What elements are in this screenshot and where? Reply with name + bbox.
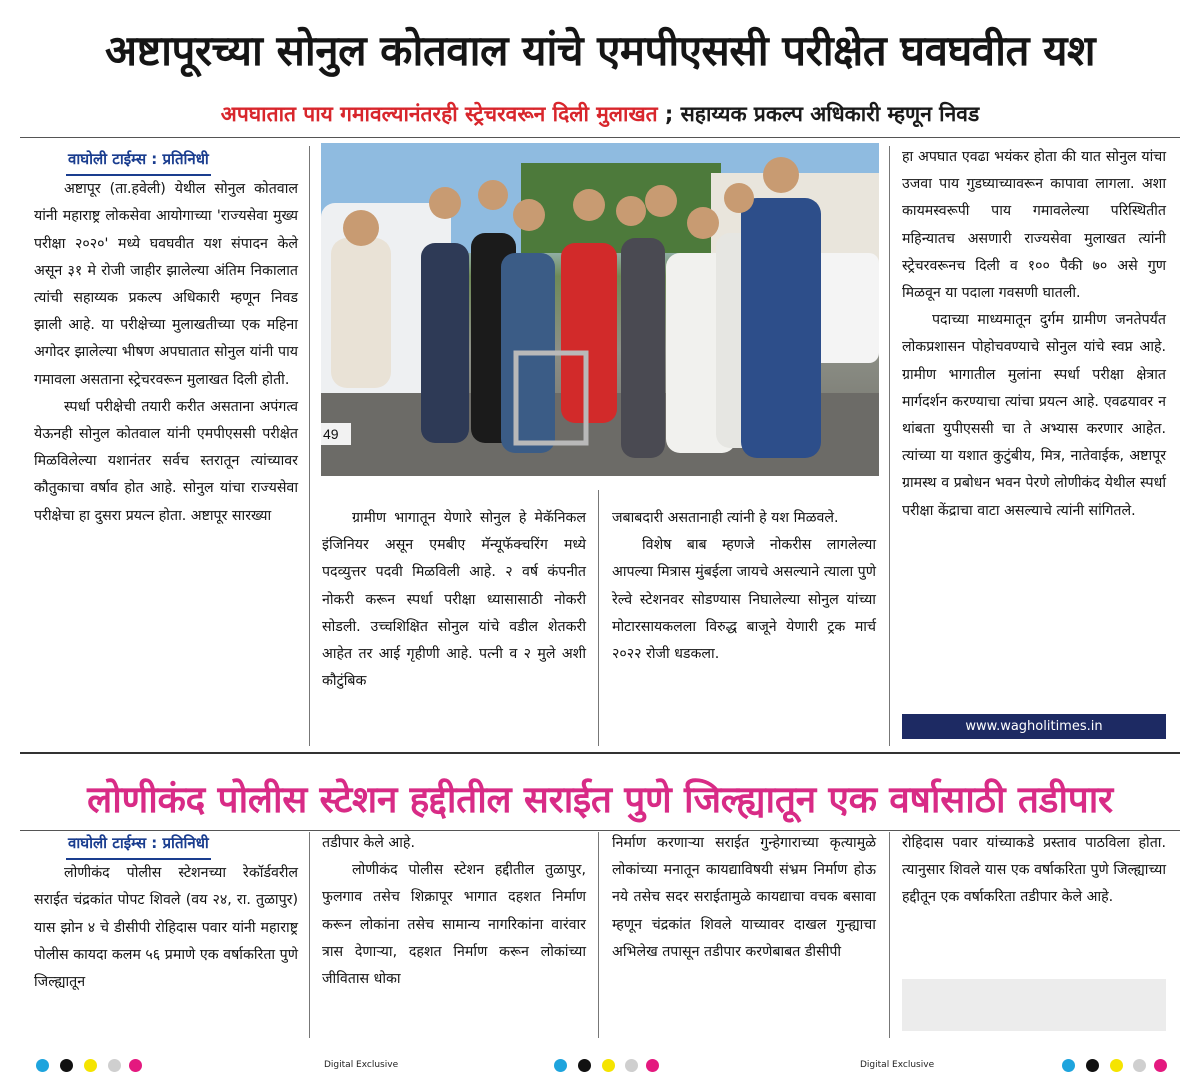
- svg-text:49: 49: [323, 426, 339, 442]
- article2-paragraph: तडीपार केले आहे.: [322, 835, 415, 851]
- cmyk-mark-dot: [1133, 1059, 1146, 1072]
- article1-paragraph: स्पर्धा परीक्षेची तयारी करीत असताना अपंगत्व येऊनही सोनुल कोतवाल यांनी एमपीएससी परीक्षेत मिळविलेल्या यशानंतर सर्वच स्तरातून त्यांच्यावर कौतुकाचा वर्षाव होत आहे. सोनुल यांचा राज्यसेवा परीक्षेचा हा दुसरा प्रयत्न होता. अष्टापूर सारख्या: [34, 398, 298, 524]
- article2-headline: लोणीकंद पोलीस स्टेशन हद्दीतील सराईत पुणे जिल्ह्यातून एक वर्षासाठी तडीपार: [87, 778, 1113, 821]
- footer-label-left: Digital Exclusive: [324, 1060, 399, 1070]
- cmyk-mark-dot: [554, 1059, 567, 1072]
- divider: [20, 137, 1180, 138]
- group-photo-illustration: [321, 143, 879, 476]
- cmyk-mark-dot: [108, 1059, 121, 1072]
- cmyk-mark-dot: [646, 1059, 659, 1072]
- article1-column-4: [902, 144, 1166, 525]
- article1-paragraph: जबाबदारी असतानाही त्यांनी हे यश मिळवले.: [612, 510, 839, 526]
- article1-paragraph: अष्टापूर (ता.हवेली) येथील सोनुल कोतवाल यांनी महाराष्ट्र लोकसेवा आयोगाच्या 'राज्यसेवा मुख्य परीक्षा २०२०' मध्ये घवघवीत यश संपादन केले असून ३१ मे रोजी जाहीर झालेल्या अंतिम निकालात त्यांची सहाय्यक प्रकल्प अधिकारी म्हणून निवड झाली आहे. या परीक्षेच्या मुलाखतीच्या एक महिना अगोदर झालेल्या भीषण अपघातात सोनुल यांनी पाय गमावला असताना स्ट्रेचरवरून मुलाखत दिली होती.: [34, 181, 298, 388]
- article2-column-3: [612, 830, 876, 966]
- article1-headline: अष्टापूरच्या सोनुल कोतवाल यांचे एमपीएससी परीक्षेत घवघवीत यश: [104, 26, 1095, 75]
- cmyk-mark-dot: [578, 1059, 591, 1072]
- article2-paragraph: निर्माण करणाऱ्या सराईत गुन्हेगाराच्या कृत्यामुळे लोकांच्या मनातून कायद्याविषयी संभ्रम निर्माण होऊ नये तसेच सदर सराईतामुळे कायद्याचा वचक बसावा म्हणून चंद्रकांत शिवले याच्यावर दाखल गुन्ह्याचा अभिलेख तपासून तडीपार करणेबाबत डीसीपी: [612, 835, 876, 960]
- column-divider: [889, 832, 890, 1038]
- cmyk-mark-dot: [84, 1059, 97, 1072]
- column-divider: [309, 146, 310, 746]
- article1-column-3: [612, 505, 876, 668]
- article2-paragraph: लोणीकंद पोलीस स्टेशन हद्दीतील तुळापुर, फुलगाव तसेच शिक्रापूर भागात दहशत निर्माण करून लोकांना तसेच सामान्य नागरिकांना वारंवार त्रास देणाऱ्या, दहशत निर्माण करून लोकांच्या जीवितास धोका: [322, 862, 586, 988]
- article1-paragraph: ग्रामीण भागातून येणारे सोनुल हे मेकॅनिकल इंजिनियर असून एमबीए मॅन्यूफॅक्चरिंग मध्ये पदव्युत्तर पदवी मिळविली आहे. २ वर्ष कंपनीत नोकरी करून स्पर्धा परीक्षा ध्यासासाठी नोकरी सोडली. उच्चशिक्षित सोनुल यांचे वडील शेतकरी आहेत तर आई गृहीणी आहे. पत्नी व २ मुले अशी कौटुंबिक: [322, 510, 586, 690]
- article2-column-2: [322, 830, 586, 993]
- article1-subhead-red: अपघातात पाय गमावल्यानंतरही स्ट्रेचरवरून दिली मुलाखत: [220, 102, 658, 126]
- cmyk-mark-dot: [602, 1059, 615, 1072]
- article2-paragraph: रोहिदास पवार यांच्याकडे प्रस्ताव पाठविला होता. त्यानुसार शिवले यास एक वर्षाकरिता पुणे जिल्ह्याच्या हद्दीतून एक वर्षाकरिता तडीपार केले आहे.: [902, 835, 1166, 906]
- article1-subheadline: [20, 96, 1180, 132]
- article2-byline: वाघोली टाईम्स : प्रतिनिधी: [66, 830, 211, 860]
- cmyk-mark-dot: [36, 1059, 49, 1072]
- cmyk-mark-dot: [1154, 1059, 1167, 1072]
- footer-label-right: Digital Exclusive: [860, 1060, 935, 1070]
- article1-paragraph: पदाच्या माध्यमातून दुर्गम ग्रामीण जनतेपर्यंत लोकप्रशासन पोहोचवण्याचे सोनुल यांचे स्वप्न आहे. ग्रामीण भागातील मुलांना स्पर्धा परीक्षा क्षेत्रात मार्गदर्शन करण्याचा त्यांचा प्रयत्न आहे. एवढयावर न थांबता युपीएससी चा ते अभ्यास करणार आहेत. त्यांच्या या यशात कुटुंबीय, मित्र, नातेवाईक, अष्टापूर ग्रामस्थ व प्रबोधन भवन पेरणे लोणीकंद येथील स्पर्धा परीक्षा केंद्राचा वाटा असल्याचे त्यांनी सांगितले.: [902, 312, 1166, 519]
- article1-paragraph: हा अपघात एवढा भयंकर होता की यात सोनुल यांचा उजवा पाय गुडघ्याच्यावरून कापावा लागला. अशा कायमस्वरूपी पाय गमावलेल्या परिस्थितीत महिन्यातच असणारी राज्यसेवा मुलाखत त्यांनी स्ट्रेचरवरूनच दिली व १०० पैकी ७० असे गुण मिळवून या पदाला गवसणी घातली.: [902, 149, 1166, 302]
- cmyk-mark-dot: [1062, 1059, 1075, 1072]
- article1-subhead-black: ; सहाय्यक प्रकल्प अधिकारी म्हणून निवड: [657, 102, 980, 126]
- cmyk-mark-dot: [1086, 1059, 1099, 1072]
- cmyk-mark-dot: [1110, 1059, 1123, 1072]
- article1-byline: वाघोली टाईम्स : प्रतिनिधी: [66, 146, 211, 176]
- article1-photo: [321, 143, 879, 476]
- article1-paragraph: विशेष बाब म्हणजे नोकरीस लागलेल्या आपल्या मित्रास मुंबईला जायचे असल्याने त्याला पुणे रेल्वे स्टेशनवर सोडण्यास निघालेल्या सोनुल यांच्या मोटारसायकलला विरुद्ध बाजूने येणारी ट्रक मार्च २०२२ रोजी धडकला.: [612, 537, 876, 663]
- article1-column-2: [322, 505, 586, 695]
- section-divider: [20, 752, 1180, 754]
- article2-paragraph: लोणीकंद पोलीस स्टेशनच्या रेकॉर्डवरील सराईत चंद्रकांत पोपट शिवले (वय २४, रा. तुळापुर) यास झोन ४ चे डीसीपी रोहिदास पवार यांनी महाराष्ट्र पोलीस कायदा कलम ५६ प्रमाणे एक वर्षाकरिता पुणे जिल्ह्यातून: [34, 865, 298, 991]
- cmyk-mark-dot: [60, 1059, 73, 1072]
- cmyk-mark-dot: [129, 1059, 142, 1072]
- cmyk-mark-dot: [625, 1059, 638, 1072]
- article2-column-4: [902, 830, 1166, 912]
- column-divider: [309, 832, 310, 1038]
- print-footer: [0, 1050, 1200, 1080]
- column-divider: [889, 146, 890, 746]
- article1-column-1: [34, 146, 298, 530]
- column-divider: [598, 490, 599, 746]
- column-divider: [598, 832, 599, 1038]
- website-link[interactable]: www.wagholitimes.in: [902, 714, 1166, 739]
- article2-column-1: [34, 830, 298, 996]
- ad-placeholder: [902, 979, 1166, 1031]
